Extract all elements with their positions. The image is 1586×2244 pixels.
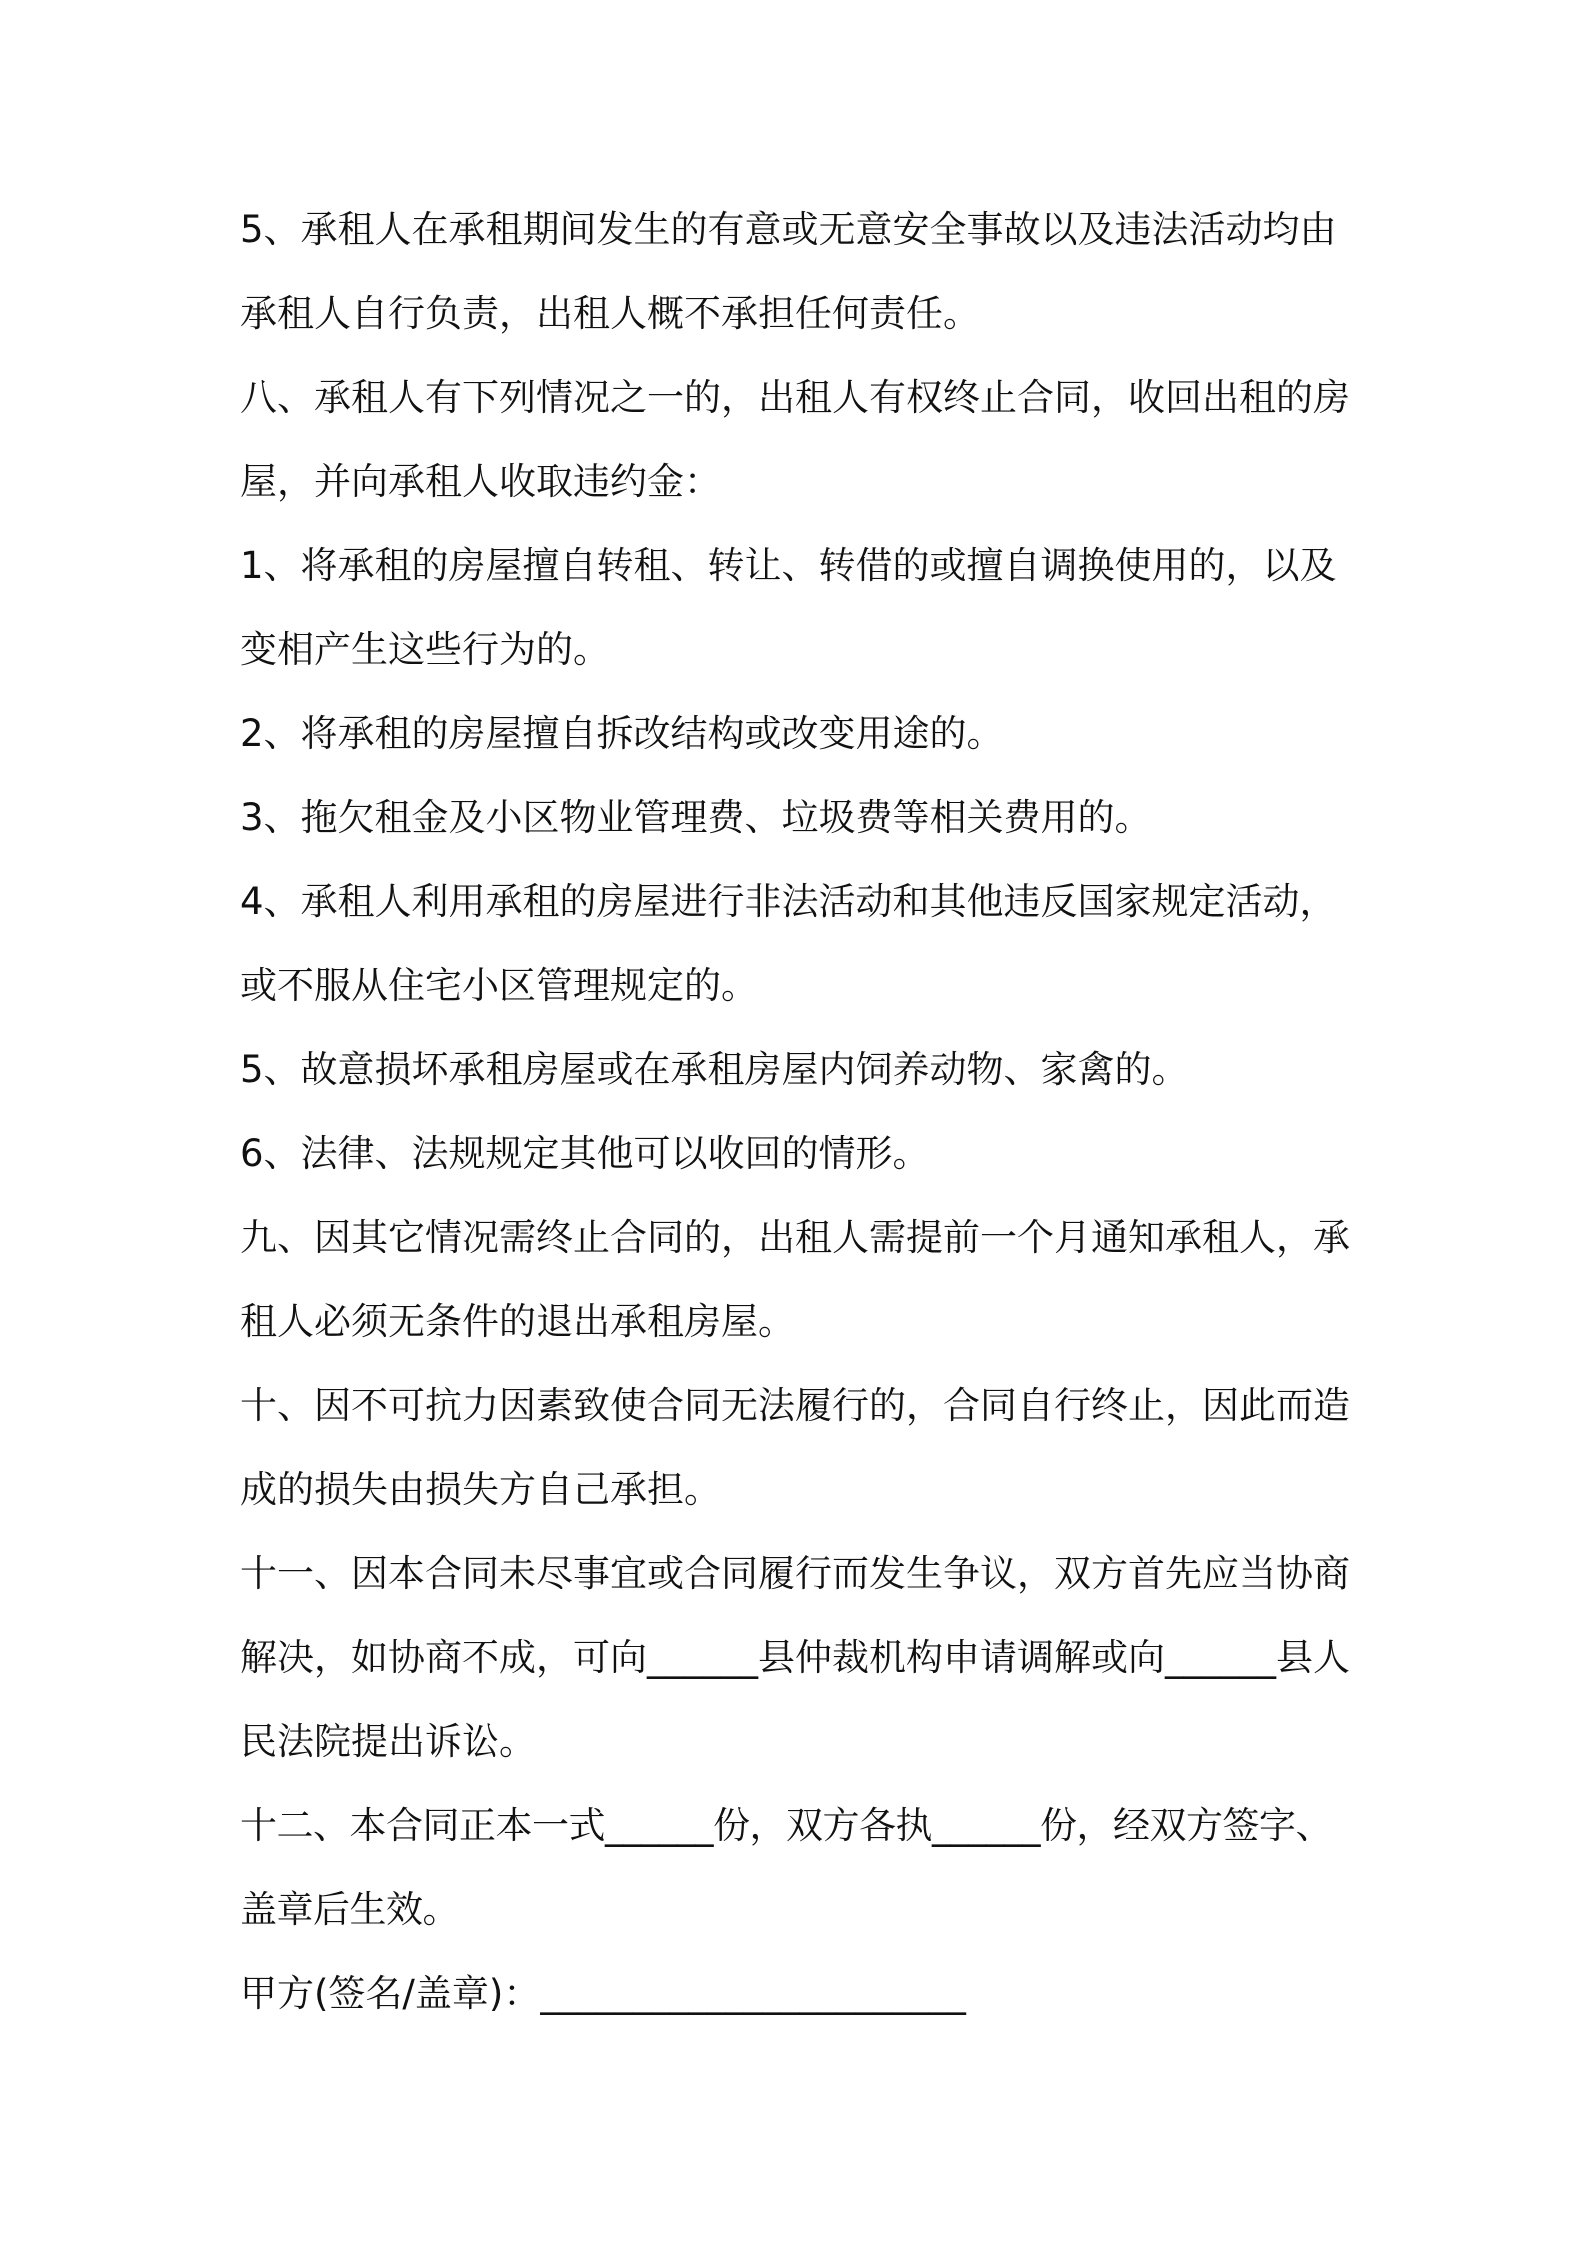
clause-8-heading: 八、承租人有下列情况之一的，出租人有权终止合同，收回出租的房屋，并向承租人收取违约金：: [240, 376, 1350, 503]
clause-8-item-4: 4、承租人利用承租的房屋进行非法活动和其他违反国家规定活动，或不服从住宅小区管理规定的。: [240, 880, 1337, 1007]
clause-8-item-6: 6、法律、法规规定其他可以收回的情形。: [240, 1132, 930, 1175]
clause-8-item-3: 3、拖欠租金及小区物业管理费、垃圾费等相关费用的。: [240, 796, 1152, 839]
contract-text-body: [240, 188, 1360, 2036]
clause-9: 九、因其它情况需终止合同的，出租人需提前一个月通知承租人，承租人必须无条件的退出承租房屋。: [240, 1216, 1350, 1343]
clause-11: 十一、因本合同未尽事宜或合同履行而发生争议，双方首先应当协商解决，如协商不成，可向______县仲裁机构申请调解或向______县人民法院提出诉讼。: [240, 1552, 1350, 1763]
clause-8-item-2: 2、将承租的房屋擅自拆改结构或改变用途的。: [240, 712, 1004, 755]
clause-7-item-5: 5、承租人在承租期间发生的有意或无意安全事故以及违法活动均由承租人自行负责，出租人概不承担任何责任。: [240, 208, 1337, 335]
clause-12: 十二、本合同正本一式______份，双方各执______份，经双方签字、盖章后生效。: [240, 1804, 1332, 1931]
clause-8-item-1: 1、将承租的房屋擅自转租、转让、转借的或擅自调换使用的，以及变相产生这些行为的。: [240, 544, 1337, 671]
clause-10: 十、因不可抗力因素致使合同无法履行的，合同自行终止，因此而造成的损失由损失方自己承担。: [240, 1384, 1350, 1511]
party-a-signature-line: 甲方(签名/盖章)：_______________________: [240, 1972, 966, 2015]
clause-8-item-5: 5、故意损坏承租房屋或在承租房屋内饲养动物、家禽的。: [240, 1048, 1189, 1091]
